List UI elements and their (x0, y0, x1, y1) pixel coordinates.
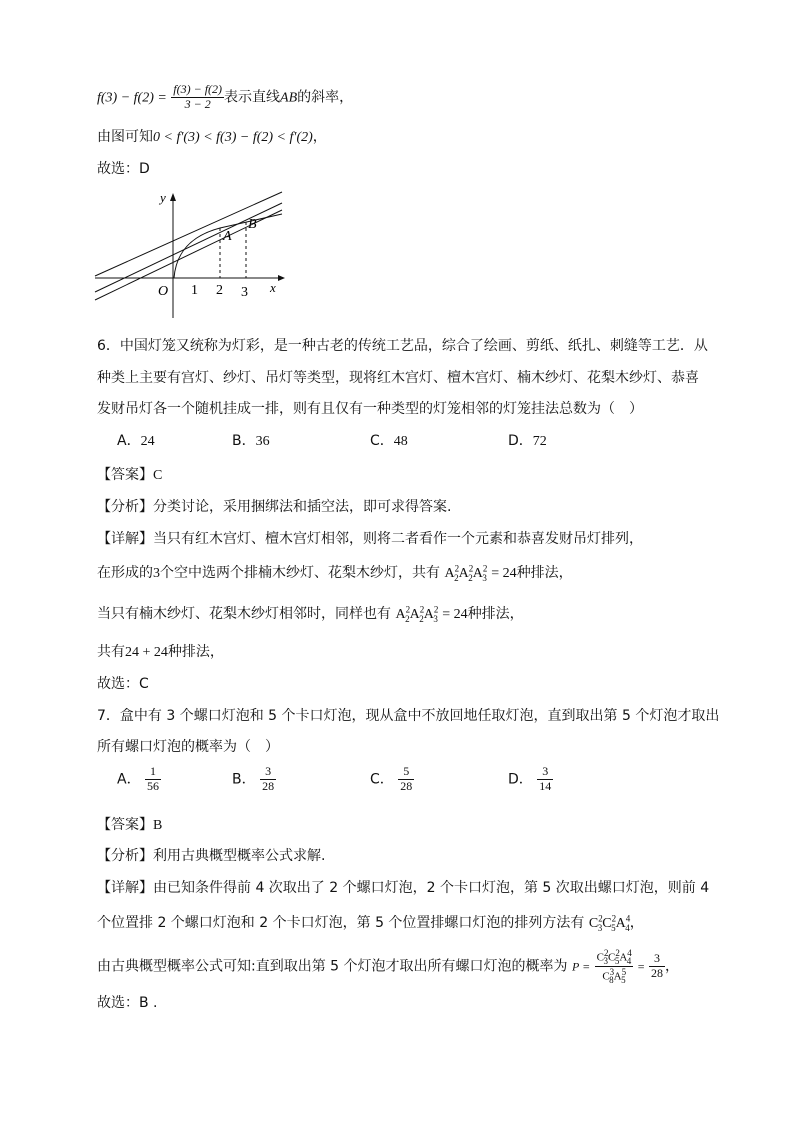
option-value: 48 (393, 434, 408, 449)
fraction-numerator: f(3) − f(2) (173, 82, 223, 96)
q6-option-c (370, 430, 408, 450)
q6-detail-line-1 (97, 528, 643, 548)
detail2-post: ， (629, 915, 644, 931)
q7-detail-line-1 (97, 877, 709, 897)
q7-option-b (232, 765, 276, 794)
q6-detail-line-3 (97, 603, 524, 624)
detail3-pre: 当只有楠木纱灯、花梨木纱灯相邻时，同样也有 (97, 606, 391, 622)
detail4-post: 种排法， (167, 644, 224, 660)
option-fraction (145, 765, 161, 794)
fraction-numerator: 3 (537, 765, 553, 780)
analysis-tag: 【分析】 (97, 848, 153, 864)
fraction-numerator: 3 (649, 952, 665, 967)
option-fraction (537, 765, 553, 794)
answer-value: B (153, 818, 163, 833)
tangent-line-at-2 (95, 192, 282, 276)
origin-label: O (158, 284, 169, 299)
q6-choose: 故选：C (97, 676, 149, 692)
detail-tag: 【详解】 (97, 531, 153, 547)
prev-line1-rhs-a: 表示直线 (224, 89, 281, 106)
prev-line1-fraction (171, 83, 224, 112)
fraction-numerator: 5 (398, 765, 414, 780)
prev-line2-pre: 由图可知 (97, 129, 153, 145)
detail-text: 当只有红木宫灯、檀木宫灯相邻，则将二者看作一个元素和恭喜发财吊灯排列， (153, 531, 643, 547)
analysis-tag: 【分析】 (97, 499, 153, 515)
option-label: A． (117, 433, 141, 449)
fraction-numerator: $C^2_3C^2_5A^4_4$ (596, 948, 632, 966)
option-fraction (398, 765, 414, 794)
detail3-pre: 由古典概型概率公式可知:直到取出第 5 个灯泡才取出所有螺口灯泡的概率为 (97, 958, 568, 975)
q7-option-d (508, 765, 553, 794)
detail4-expr: 24 + 24 (125, 645, 168, 660)
option-label: C． (370, 433, 394, 449)
probability-fraction (595, 948, 634, 985)
prev-line1-rhs-b: 的斜率， (297, 89, 354, 106)
detail-tag: 【详解】 (97, 880, 153, 896)
q6-stem-line-2: 种类上主要有宫灯、纱灯、吊灯等类型，现将红木宫灯、檀木宫灯、楠木纱灯、花梨木纱灯、恭喜 (97, 370, 699, 386)
detail2-pre: 在形成的 (97, 565, 153, 581)
detail2-num: 3 (153, 566, 160, 581)
tangent-graph (90, 188, 290, 323)
detail2-result: = 24 (491, 566, 517, 581)
q7-detail-line-3 (97, 948, 679, 985)
q6-detail-line-2 (97, 562, 573, 583)
fraction-denominator: $C^3_8A^5_5$ (602, 967, 627, 986)
tick-label-1: 1 (191, 283, 198, 298)
answer-tag: 【答案】 (97, 817, 153, 833)
q7-option-a (117, 765, 161, 794)
option-label: B． (232, 771, 256, 788)
fraction-numerator: 1 (145, 765, 161, 780)
prev-line-2 (97, 126, 327, 146)
option-label: A． (117, 771, 141, 788)
q6-stem-line-1: 6．中国灯笼又统称为灯彩，是一种古老的传统工艺品，综合了绘画、剪纸、纸扎、刺缝等工艺．从 (97, 338, 708, 354)
point-a-label: A (223, 229, 232, 244)
perm-formula: $A^2_2A^2_2A^2_3$ (395, 604, 439, 624)
fraction-numerator: 3 (260, 765, 276, 780)
q7-analysis (97, 845, 325, 865)
comb-formula: $C^2_3C^2_5A^4_4$ (588, 913, 631, 933)
x-axis-label: x (270, 280, 276, 295)
function-curve (174, 214, 282, 278)
q6-answer (97, 464, 162, 484)
fraction-denominator: 28 (650, 966, 663, 981)
q7-stem-line-2: 所有螺口灯泡的概率为（ ） (97, 739, 279, 755)
option-fraction (260, 765, 276, 794)
fraction-denominator: 28 (262, 778, 275, 793)
q6-detail-line-4 (97, 641, 224, 661)
tick-label-3: 3 (241, 285, 248, 300)
detail2-mid: 个空中选两个排楠木纱灯、花梨木纱灯，共有 (160, 565, 440, 581)
detail2-pre: 个位置排 2 个螺口灯泡和 2 个卡口灯泡，第 5 个位置排螺口灯泡的排列方法有 (97, 915, 585, 931)
result-fraction (649, 952, 665, 981)
equals-sign: = (637, 959, 645, 974)
fraction-denominator: 3 − 2 (184, 96, 211, 111)
prev-line1-var: AB (280, 90, 298, 106)
prev-line2-post: ， (312, 129, 327, 145)
answer-value: C (153, 468, 163, 483)
prev-line1-lhs: f(3) − f(2) = (97, 90, 167, 106)
analysis-text: 分类讨论，采用捆绑法和插空法，即可求得答案. (153, 499, 452, 515)
detail-text: 由已知条件得前 4 次取出了 2 个螺口灯泡，2 个卡口灯泡，第 5 次取出螺口灯泡，则前 4 (153, 880, 710, 896)
q7-detail-line-2 (97, 912, 644, 933)
q6-option-a (117, 430, 155, 450)
detail4-pre: 共有 (97, 644, 125, 660)
y-axis-label: y (160, 190, 166, 205)
option-label: C． (370, 771, 394, 788)
q7-choose: 故选：B . (97, 995, 158, 1011)
option-value: 36 (255, 434, 270, 449)
prev-line2-expr: 0 < f′(3) < f(3) − f(2) < f′(2) (153, 130, 313, 145)
q6-stem-line-3: 发财吊灯各一个随机挂成一排，则有且仅有一种类型的灯笼相邻的灯笼挂法总数为（ ） (97, 401, 643, 417)
answer-tag: 【答案】 (97, 467, 153, 483)
option-value: 72 (532, 434, 547, 449)
prev-line-1 (97, 83, 353, 112)
perm-formula: $A^2_2A^2_2A^2_3$ (444, 563, 488, 583)
tick-label-2: 2 (216, 283, 223, 298)
detail3-post: ， (664, 958, 679, 975)
q6-option-b (232, 430, 270, 450)
fraction-denominator: 14 (539, 778, 552, 793)
q6-option-d (508, 430, 547, 450)
fraction-denominator: 28 (400, 778, 413, 793)
x-axis-arrow-icon (278, 275, 285, 281)
q7-stem-line-1: 7．盒中有 3 个螺口灯泡和 5 个卡口灯泡，现从盒中不放回地任取灯泡，直到取出第 5 个灯泡才取出 (97, 708, 720, 724)
option-label: D． (508, 771, 533, 788)
fraction-denominator: 56 (147, 778, 160, 793)
detail3-result: = 24 (442, 607, 468, 622)
point-b-label: B (248, 217, 257, 232)
q7-option-c (370, 765, 414, 794)
option-label: B． (232, 433, 256, 449)
option-value: 24 (140, 434, 155, 449)
option-label: D． (508, 433, 533, 449)
q6-analysis (97, 496, 451, 516)
prev-choose: 故选：D (97, 161, 150, 177)
probability-symbol: P = (571, 959, 591, 974)
y-axis-arrow-icon (170, 193, 176, 201)
analysis-text: 利用古典概型概率公式求解. (153, 848, 326, 864)
detail2-post: 种排法， (516, 565, 573, 581)
q7-answer (97, 814, 162, 834)
detail3-post: 种排法， (467, 606, 524, 622)
